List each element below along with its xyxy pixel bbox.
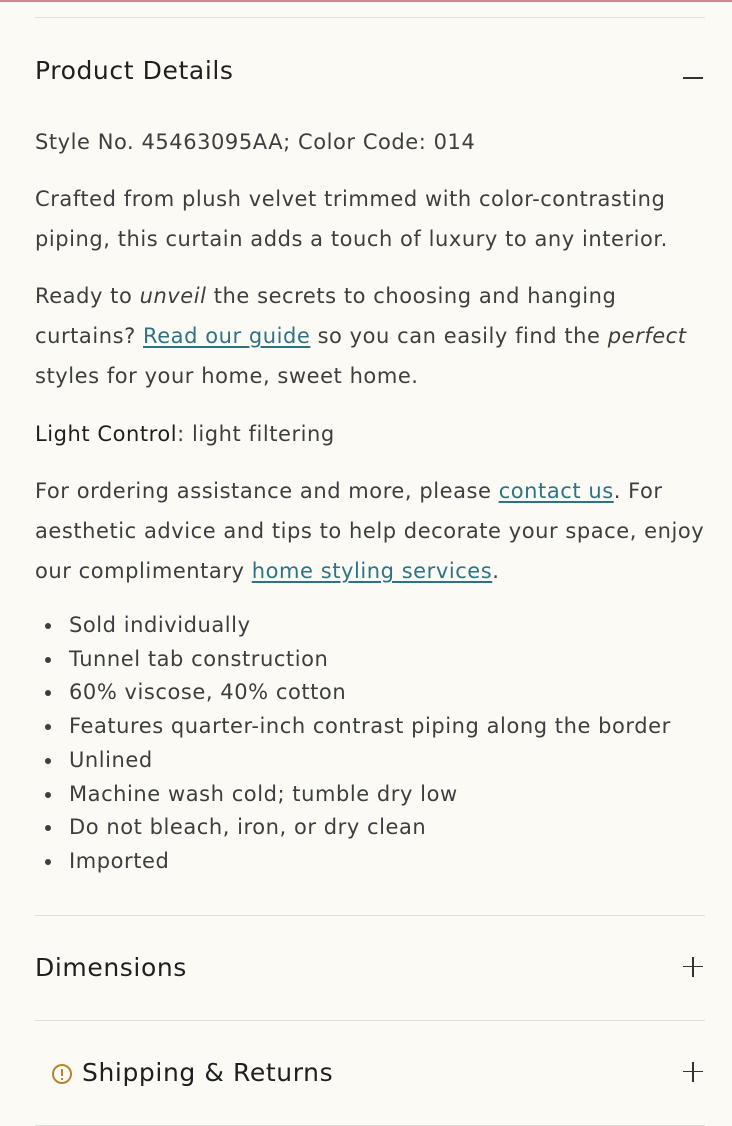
list-item: 60% viscose, 40% cotton [35, 676, 705, 710]
light-control-label: Light Control [35, 422, 178, 446]
shipping-returns-title-wrap [35, 1058, 333, 1087]
guide-mid2: so you can easily find the [310, 324, 608, 348]
collapse-minus-icon[interactable] [681, 56, 705, 84]
contact-us-link[interactable]: contact us [498, 479, 614, 503]
guide-lead: Ready to [35, 284, 140, 308]
guide-mid1: the secrets to choosing and hanging curtains? [35, 284, 617, 348]
assistance-mid: . For aesthetic advice and tips to help decorate your space, enjoy our complimentary [35, 479, 705, 583]
assistance-paragraph [35, 471, 705, 591]
guide-paragraph [35, 276, 705, 396]
product-details-body [35, 122, 705, 591]
product-details-header[interactable] [35, 18, 705, 122]
assistance-lead: For ordering assistance and more, please [35, 479, 499, 503]
product-accordion [35, 0, 705, 1126]
dimensions-header[interactable] [35, 916, 705, 1020]
list-item: Do not bleach, iron, or dry clean [35, 811, 705, 845]
light-control [35, 414, 705, 454]
guide-em-perfect: perfect [607, 324, 687, 348]
feature-list [35, 609, 705, 879]
description-text: Crafted from plush velvet trimmed with color-contrasting piping, this curtain adds a touch of luxury to any interior. [35, 187, 668, 251]
style-number [35, 122, 705, 162]
expand-plus-icon[interactable] [681, 954, 705, 982]
light-control-value: : light filtering [177, 422, 335, 446]
dimensions-title: Dimensions [35, 953, 187, 983]
list-item: Imported [35, 845, 705, 879]
list-item: Unlined [35, 744, 705, 778]
style-line-text: Style No. 45463095AA; Color Code: 014 [35, 130, 476, 154]
product-details-title: Product Details [35, 55, 234, 85]
shipping-returns-header[interactable] [35, 1021, 705, 1125]
guide-tail: styles for your home, sweet home. [35, 364, 419, 388]
assistance-tail: . [492, 559, 500, 583]
guide-em-unveil: unveil [139, 284, 207, 308]
list-item: Sold individually [35, 609, 705, 643]
list-item: Features quarter-inch contrast piping along the border [35, 710, 705, 744]
read-guide-link[interactable]: Read our guide [143, 324, 311, 348]
list-item: Machine wash cold; tumble dry low [35, 778, 705, 812]
exclamation-circle-icon [52, 1064, 72, 1084]
product-description [35, 179, 705, 259]
list-item: Tunnel tab construction [35, 643, 705, 677]
home-styling-services-link[interactable]: home styling services [251, 559, 493, 583]
shipping-returns-title: Shipping & Returns [82, 1058, 334, 1088]
expand-plus-icon[interactable] [681, 1059, 705, 1087]
